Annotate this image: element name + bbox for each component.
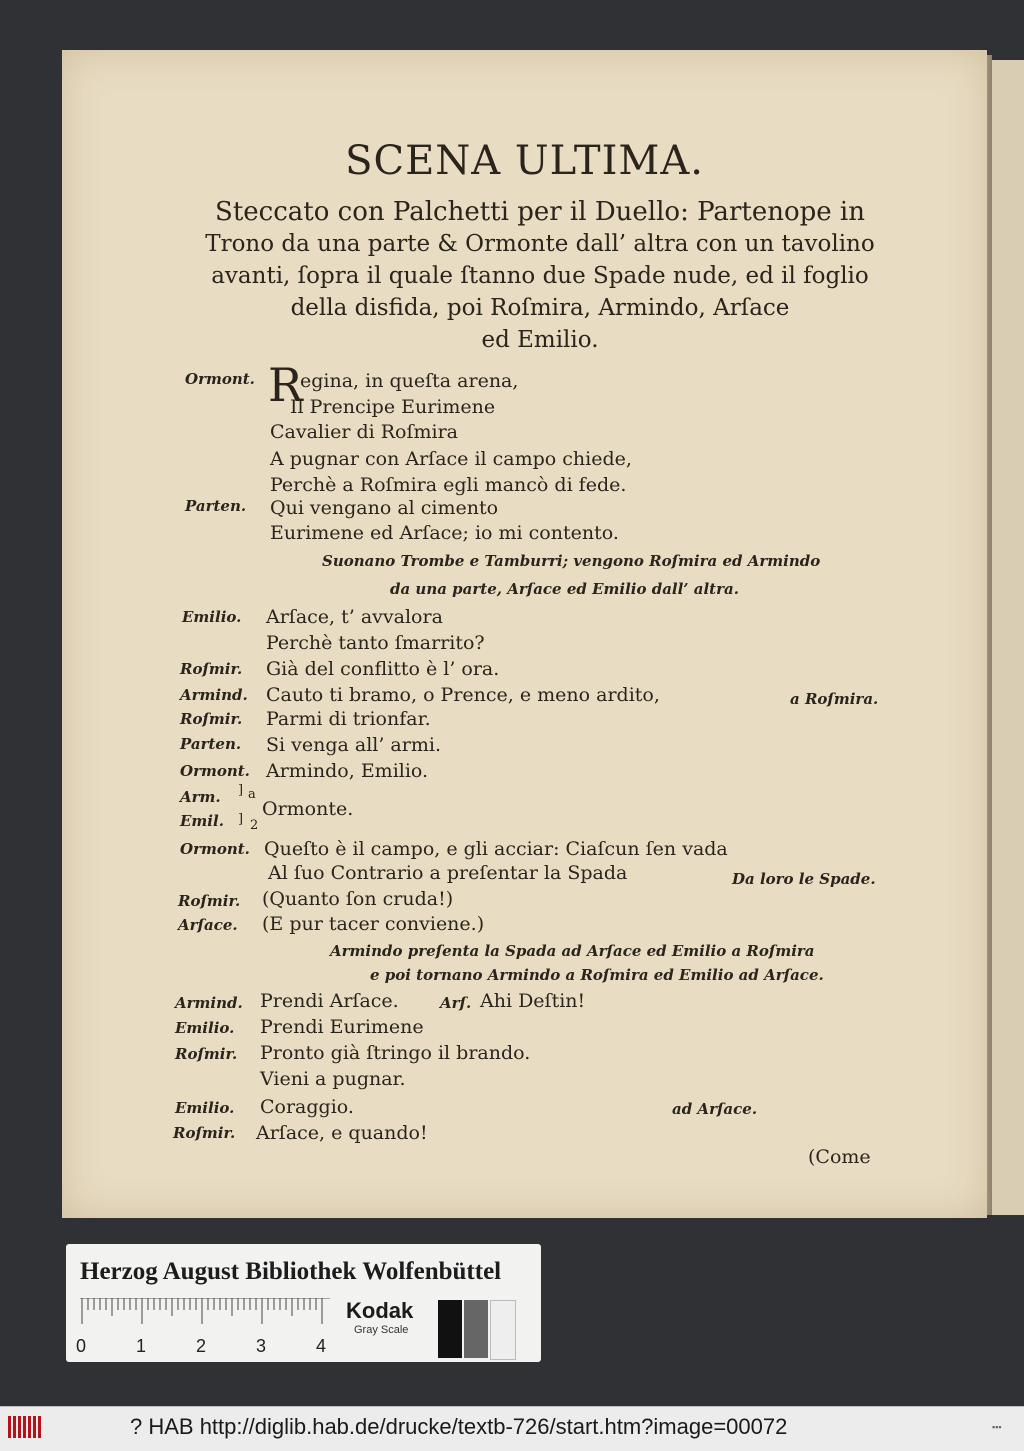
status-indicator: ▪▪▪ <box>992 1422 1002 1432</box>
heading-line: ed Emilio. <box>481 327 599 353</box>
kodak-subtitle: Gray Scale <box>354 1324 409 1336</box>
bracket-mark: ] <box>238 812 244 827</box>
ruler-number: 0 <box>76 1336 87 1356</box>
speaker-label: Emilio. <box>182 608 242 626</box>
speaker-label: Armind. <box>175 994 243 1012</box>
verse-line: Coraggio. <box>260 1096 354 1118</box>
stage-direction: da una parte, Arſace ed Emilio dall’ altra. <box>390 580 739 598</box>
kodak-logo: Kodak <box>346 1298 414 1323</box>
verse-line: (E pur tacer conviene.) <box>262 913 485 935</box>
verse-line: Prendi Arſace. <box>260 990 399 1012</box>
library-logo-icon <box>6 1412 46 1442</box>
gray-scale-patches <box>438 1300 516 1358</box>
speaker-label: Arſace. <box>178 916 238 934</box>
verse-line: Arſace, e quando! <box>256 1122 428 1144</box>
verse-line: Ahi Deſtin! <box>480 990 586 1012</box>
speaker-label: Arm. <box>180 788 221 806</box>
stage-direction: e poi tornano Armindo a Roſmira ed Emilio ad Arſace. <box>370 966 824 984</box>
stage-direction: Suonano Trombe e Tamburri; vengono Roſmira ed Armindo <box>322 552 821 570</box>
verse-line: Già del conflitto è l’ ora. <box>266 658 500 680</box>
ruler-number: 2 <box>196 1336 207 1356</box>
verse-line: egina, in queſta arena, <box>300 370 519 392</box>
verse-line: A pugnar con Arſace il campo chiede, <box>270 448 632 470</box>
verse-line: Cauto ti bramo, o Prence, e meno ardito, <box>266 684 660 706</box>
heading-line: Trono da una parte & Ormonte dall’ altra con un tavolino <box>205 231 875 257</box>
speaker-label: Roſmir. <box>180 660 243 678</box>
heading-line: Steccato con Palchetti per il Duello: Partenope in <box>215 197 865 227</box>
speaker-label: Parten. <box>180 735 242 753</box>
ruler-number: 4 <box>316 1336 327 1356</box>
bracket-mark: ] <box>238 783 244 798</box>
speaker-label: Roſmir. <box>175 1045 238 1063</box>
speaker-label: Ormont. <box>180 762 250 780</box>
verse-line: Il Prencipe Eurimene <box>290 396 496 418</box>
stage-direction: a Roſmira. <box>790 690 879 708</box>
verse-line: Eurimene ed Arſace; io mi contento. <box>270 522 619 544</box>
stage-direction: Arſ. <box>440 994 472 1012</box>
verse-line: Pronto già ſtringo il brando. <box>260 1042 531 1064</box>
verse-line: Parmi di trionfar. <box>266 708 431 730</box>
scene-heading <box>170 196 910 356</box>
heading-line: della disfida, poi Roſmira, Armindo, Arſace <box>290 295 790 321</box>
verse-line: Ormonte. <box>262 798 354 820</box>
library-title: Herzog August Bibliothek Wolfenbüttel <box>80 1258 502 1285</box>
verse-line: Cavalier di Roſmira <box>270 421 459 443</box>
speaker-label: Emil. <box>180 812 224 830</box>
verse-line: Qui vengano al cimento <box>270 497 499 519</box>
verse-line: Perchè tanto ſmarrito? <box>266 632 485 654</box>
scene-title: SCENA ULTIMA. <box>345 138 704 184</box>
verse-line: (Quanto ſon cruda!) <box>262 888 454 910</box>
bracket-num: 2 <box>250 818 259 833</box>
speaker-label: Emilio. <box>175 1099 235 1117</box>
verse-line: Perchè a Roſmira egli mancò di fede. <box>270 474 627 496</box>
ruler-ticks <box>80 1298 330 1328</box>
ruler-number: 3 <box>256 1336 267 1356</box>
verse-line: Al ſuo Contrario a preſentar la Spada <box>268 862 628 884</box>
stage-direction: Armindo preſenta la Spada ad Arſace ed Emilio a Roſmira <box>330 942 815 960</box>
verse-line: Queſto è il campo, e gli acciar: Ciaſcun ſen vada <box>264 838 728 860</box>
speaker-label: Roſmir. <box>180 710 243 728</box>
speaker-label: Armind. <box>180 686 248 704</box>
speaker-label: Ormont. <box>185 370 255 388</box>
page-url[interactable]: ? HAB http://diglib.hab.de/drucke/textb-726/start.htm?image=00072 <box>130 1414 788 1439</box>
speaker-label: Parten. <box>185 497 247 515</box>
verse-line: Arſace, t’ avvalora <box>266 606 443 628</box>
catchword: (Come <box>808 1146 871 1168</box>
speaker-label: Roſmir. <box>178 892 241 910</box>
stage-direction: ad Arſace. <box>672 1100 758 1118</box>
ruler-number: 1 <box>136 1336 147 1356</box>
next-page-edge <box>990 60 1024 1215</box>
heading-line: avanti, ſopra il quale ſtanno due Spade nude, ed il foglio <box>211 263 869 289</box>
stage-direction: Da loro le Spade. <box>732 870 876 888</box>
verse-line: Prendi Eurimene <box>260 1016 424 1038</box>
drop-cap: R <box>268 358 303 412</box>
speaker-label: Roſmir. <box>173 1124 236 1142</box>
bracket-a: a <box>248 787 256 802</box>
verse-line: Armindo, Emilio. <box>266 760 429 782</box>
verse-line: Vieni a pugnar. <box>260 1068 406 1090</box>
verse-line: Si venga all’ armi. <box>266 734 441 756</box>
speaker-label: Emilio. <box>175 1019 235 1037</box>
speaker-label: Ormont. <box>180 840 250 858</box>
